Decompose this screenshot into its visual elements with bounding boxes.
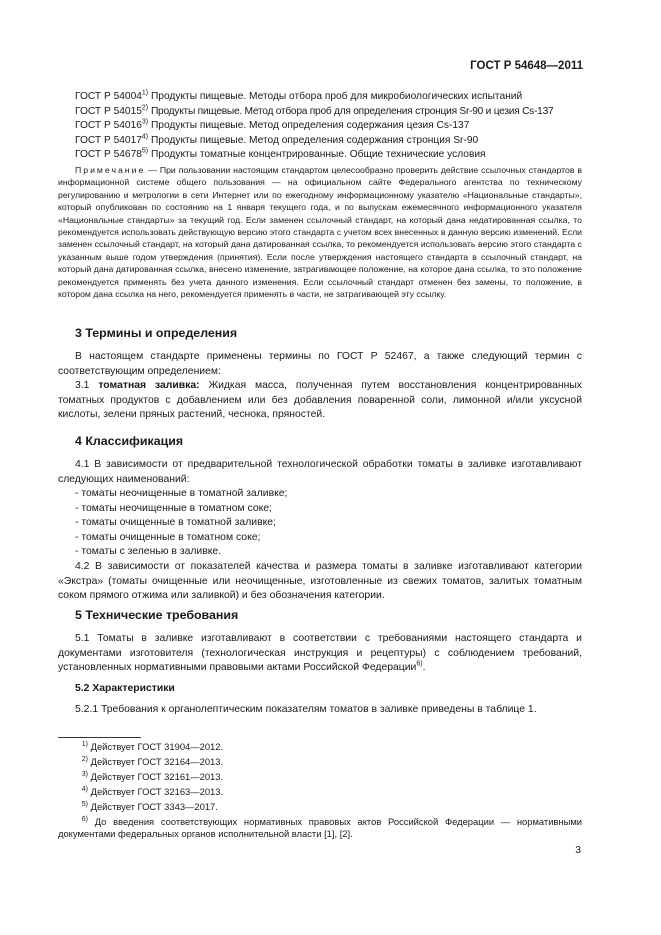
list-item: - томаты неочищенные в томатном соке; <box>75 502 272 514</box>
document-code: ГОСТ Р 54648—2011 <box>470 60 583 72</box>
normative-references-list <box>58 90 582 163</box>
footnote-3: $^{3)}$ Действует ГОСТ 32161—2013. <box>81 770 224 782</box>
reference-item: ГОСТ Р 54004$^{1)}$ Продукты пищевые. Методы отбора проб для микробиологических испытаний <box>75 89 523 102</box>
footnote-5: $^{5)}$ Действует ГОСТ 3343—2017. <box>81 800 218 812</box>
page-number: 3 <box>575 845 581 856</box>
section-5-2-heading: 5.2 Характеристики <box>75 683 175 694</box>
footnote-1: $^{1)}$ Действует ГОСТ 31904—2012. <box>81 740 224 752</box>
reference-item: ГОСТ Р 54015$^{2)}$ Продукты пищевые. Метод отбора проб для определения стронция Sr-90 и цезия Cs-137 <box>75 104 554 117</box>
note-label: Примечание <box>75 165 146 175</box>
term-name: томатная заливка: <box>98 380 200 391</box>
reference-item: ГОСТ Р 54017$^{4)}$ Продукты пищевые. Метод определения содержания стронция Sr-90 <box>75 133 479 146</box>
section-4-1: 4.1 В зависимости от предварительной технологической обработки томаты в заливке изготавливают следующих наименований: <box>58 459 582 485</box>
section-4-heading: 4 Классификация <box>75 434 184 448</box>
footnote-4: $^{4)}$ Действует ГОСТ 32163—2013. <box>81 785 224 797</box>
section-5-heading: 5 Технические требования <box>75 608 239 622</box>
note-paragraph <box>58 164 582 300</box>
section-4-2: 4.2 В зависимости от показателей качества и размера томаты в заливке изготавливают категории «Экстра» (томаты очищенные или неочищенные, изготовленные из свежих томатов, залитых томатным соком прямого отжима или заливкой) и без обозначения категории. <box>58 561 582 602</box>
classification-list <box>58 487 582 560</box>
list-item: - томаты очищенные в томатном соке; <box>75 531 261 543</box>
footnote-separator <box>58 737 141 738</box>
list-item: - томаты неочищенные в томатной заливке; <box>75 488 288 499</box>
reference-item: ГОСТ Р 54678$^{5)}$ Продукты томатные концентрированные. Общие технические условия <box>75 147 486 161</box>
section-5-1: 5.1 Томаты в заливке изготавливают в соответствии с требованиями настоящего стандарта и документами изготовителя (технологическая инструкция и рецептуры) с соблюдением требований, установленных нормативными правовыми актами Российской Федерации$^{6)}$. <box>58 633 582 674</box>
section-3-intro: В настоящем стандарте применены термины по ГОСТ Р 52467, а также следующий термин с соответствующим определением: <box>58 351 582 377</box>
list-item: - томаты очищенные в томатной заливке; <box>75 517 276 529</box>
section-5-2-1: 5.2.1 Требования к органолептическим показателям томатов в заливке приведены в таблице 1. <box>75 704 537 715</box>
note-text: — При пользовании настоящим стандартом целесообразно проверить действие ссылочных стандартов в информационной системе общего пользования — на официальном сайте Федерального агентства по техническому регулированию и метрологии в сети Интернет или по ежегодному информационному указателю «Национальные стандарты», который опубликован по состоянию на 1 января текущего года, и по выпускам ежемесячного информационного указателя «Национальные стандарты» за текущий год. Если заменен ссылочный стандарт, на который дана недатированная ссылка, то рекомендуется использовать действующую версию этого стандарта с учетом всех внесенных в данную версию изменений. Если заменен ссылочный стандарт, на который дана датированная ссылка, то рекомендуется использовать версию этого стандарта с указанным выше годом утверждения (принятия). Если после утверждения настоящего стандарта в ссылочный стандарт, на который дана датированная ссылка, внесено изменение, затрагивающее положение, на которое дана ссылка, то это положение рекомендуется применять без учета данного изменения. Если ссылочный стандарт отменен без замены, то положение, в котором дана ссылка на него, рекомендуется применять в части, не затрагивающей эту ссылку. <box>58 165 582 300</box>
reference-item: ГОСТ Р 54016$^{3)}$ Продукты пищевые. Метод определения содержания цезия Cs-137 <box>75 118 470 132</box>
footnote-2: $^{2)}$ Действует ГОСТ 32164—2013. <box>81 755 224 767</box>
list-item: - томаты с зеленью в заливке. <box>75 546 222 558</box>
term-definition: 3.1 томатная заливка: Жидкая масса, полученная путем восстановления концентрированных томатных продуктов с добавлением или без добавления поваренной соли, лимонной и/или уксусной кислоты, зелени пряных растений, чеснока, пряностей. <box>58 380 582 421</box>
section-3-heading: 3 Термины и определения <box>75 326 238 340</box>
footnote-6: $^{6)}$ До введения соответствующих нормативных правовых актов Российской Федерации — нормативными документами федеральных органов исполнительной власти [1], [2]. <box>58 815 583 840</box>
